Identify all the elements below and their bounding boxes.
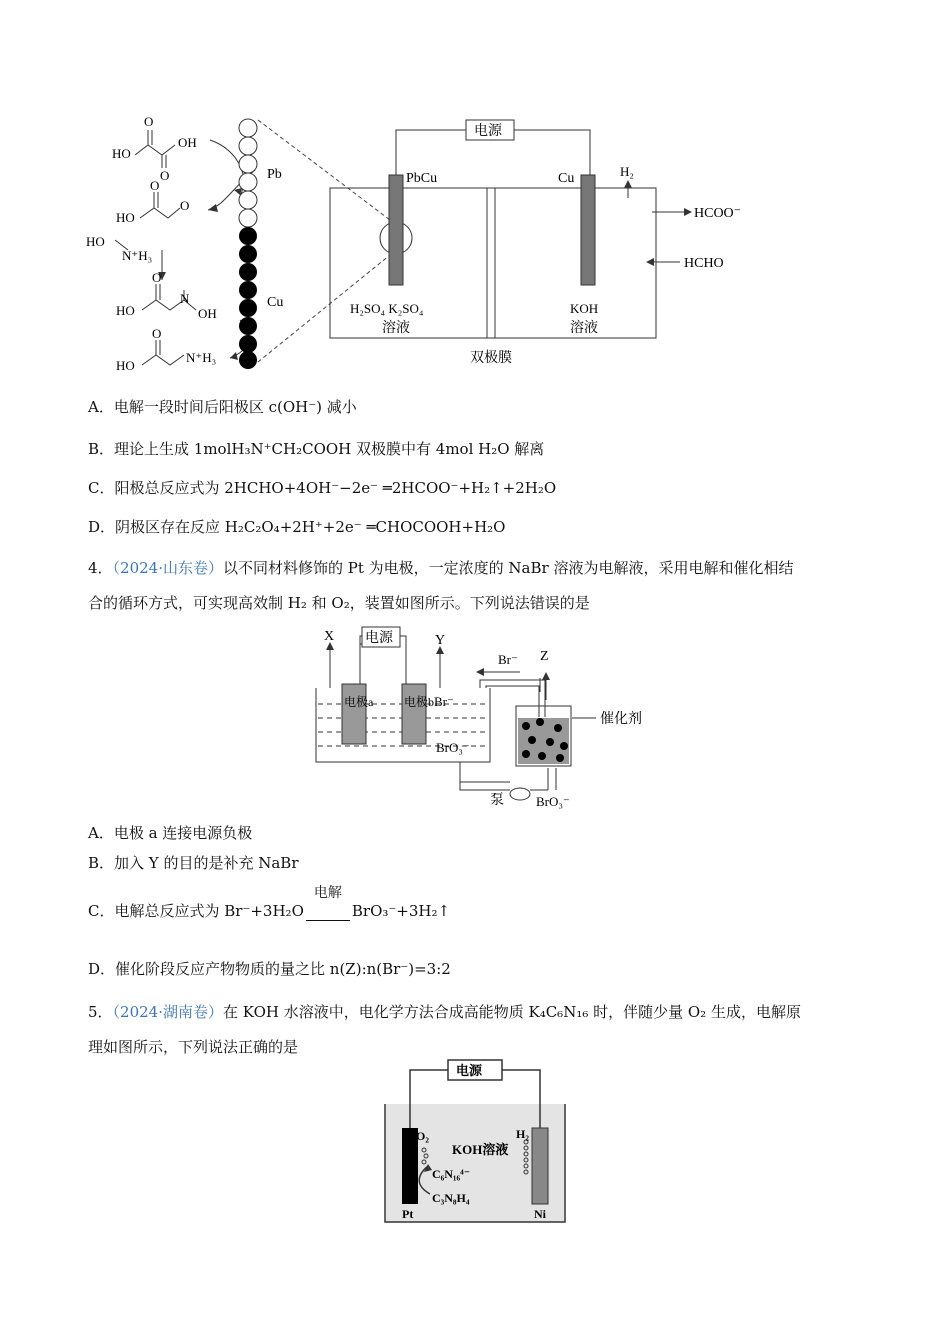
q4-source: （2024·山东卷） — [112, 559, 223, 577]
q4-option-c — [88, 885, 451, 921]
fig3-solution: KOH溶液 — [452, 1142, 509, 1157]
fig2-bro3-bottom: BrO₃⁻ — [536, 794, 570, 809]
mol1-b: OH — [178, 135, 197, 150]
mol4-c: OH — [198, 306, 217, 321]
q3-option-a: A．电解一段时间后阳极区 c(OH⁻) 减小 — [88, 398, 357, 416]
label-right-solution: KOH — [570, 301, 599, 316]
label-hcoo: HCOO⁻ — [694, 206, 742, 221]
q4-option-a: A．电极 a 连接电源负极 — [88, 824, 253, 842]
mol1-c: HO — [112, 146, 131, 161]
fig3-ni: Ni — [534, 1207, 546, 1221]
label-cu-right: Cu — [558, 171, 575, 186]
figure-nabr-electrolysis — [310, 622, 650, 812]
label-power: 电源 — [474, 124, 502, 139]
fig3-h2: H₂ — [516, 1127, 529, 1141]
label-pb: Pb — [267, 167, 282, 182]
q5-stem-line1 — [88, 1001, 801, 1022]
fig3-ion: C₆N₁₆⁴⁻ — [432, 1167, 471, 1181]
mol2-b: O — [180, 198, 190, 213]
fig2-catalyst: 催化剂 — [600, 712, 642, 727]
label-h2: H₂ — [620, 164, 634, 179]
fig2-pump: 泵 — [490, 793, 504, 808]
q3-option-c: C．阳极总反应式为 2HCHO+4OH⁻−2e⁻ ═2HCOO⁻+H₂↑+2H₂O — [88, 479, 557, 497]
fig2-y: Y — [435, 633, 446, 648]
mol3-n: N⁺H₃ — [122, 248, 153, 263]
fig2-br-top: Br⁻ — [434, 694, 454, 709]
q4-c-pre: C．电解总反应式为 Br⁻+3H₂O — [88, 902, 304, 920]
fig3-pt: Pt — [402, 1207, 414, 1221]
q4-c-condition: 电解 — [313, 885, 342, 901]
q4-stem-line2: 合的循环方式，可实现高效制 H₂ 和 O₂，装置如图所示。下列说法错误的是 — [88, 594, 590, 612]
q4-option-b: B．加入 Y 的目的是补充 NaBr — [88, 854, 299, 872]
q4-stem1: 以不同材料修饰的 Pt 为电极，一定浓度的 NaBr 溶液为电解液，采用电解和催化相结 — [223, 559, 794, 577]
q5-stem1: 在 KOH 水溶液中，电化学方法合成高能物质 K₄C₆N₁₆ 时，伴随少量 O₂ 生成，电解原 — [223, 1003, 801, 1021]
mol4-a: O — [152, 270, 162, 285]
q5-stem-line2: 理如图所示，下列说法正确的是 — [88, 1038, 299, 1056]
mol4-b: N — [180, 291, 190, 306]
label-left-solution-2: 溶液 — [382, 321, 410, 336]
figure-electrolysis-pbcu — [80, 110, 760, 375]
label-hcho: HCHO — [684, 256, 724, 271]
fig3-power: 电源 — [456, 1063, 483, 1078]
mol5-a: O — [152, 326, 162, 341]
mol2-c: HO — [116, 210, 135, 225]
mol5-n: N⁺H₃ — [186, 350, 217, 365]
q5-source: （2024·湖南卷） — [112, 1003, 223, 1021]
label-right-solution-2: 溶液 — [570, 321, 598, 336]
q4-c-post: BrO₃⁻+3H₂↑ — [351, 902, 451, 920]
label-cu-left: Cu — [267, 295, 284, 310]
q5-number: 5． — [88, 1003, 113, 1021]
mol3: HO — [86, 234, 105, 249]
q3-option-d: D．阴极区存在反应 H₂C₂O₄+2H⁺+2e⁻ ═CHOCOOH+H₂O — [88, 518, 506, 536]
label-membrane: 双极膜 — [470, 351, 512, 366]
mol2-a: O — [150, 178, 160, 193]
label-left-solution: H₂SO₄ K₂SO₄ — [350, 301, 424, 316]
mol5-b: HO — [116, 358, 135, 373]
fig2-electrode-a: 电极a — [344, 695, 374, 709]
fig2-z: Z — [540, 649, 549, 664]
q4-stem-line1 — [88, 557, 793, 578]
fig2-x: X — [324, 629, 335, 644]
fig2-power: 电源 — [365, 631, 393, 646]
mol4-d: HO — [116, 303, 135, 318]
fig3-reactant: C₃N₈H₄ — [432, 1191, 470, 1205]
fig2-br-arrow: Br⁻ — [498, 652, 518, 667]
q4-number: 4． — [88, 559, 113, 577]
mol1-d: O — [160, 168, 170, 183]
figure-koh-electrolysis — [380, 1056, 570, 1226]
label-pbcu: PbCu — [406, 171, 438, 186]
q4-option-d: D．催化阶段反应产物物质的量之比 n(Z):n(Br⁻)=3:2 — [88, 960, 451, 978]
fig2-electrode-b: 电极b — [404, 695, 435, 709]
mol1-a: O — [144, 114, 154, 129]
fig2-bro3: BrO₃⁻ — [436, 740, 470, 755]
q3-option-b: B．理论上生成 1molH₃N⁺CH₂COOH 双极膜中有 4mol H₂O 解离 — [88, 440, 545, 458]
fig3-o2: O₂ — [416, 1129, 429, 1143]
